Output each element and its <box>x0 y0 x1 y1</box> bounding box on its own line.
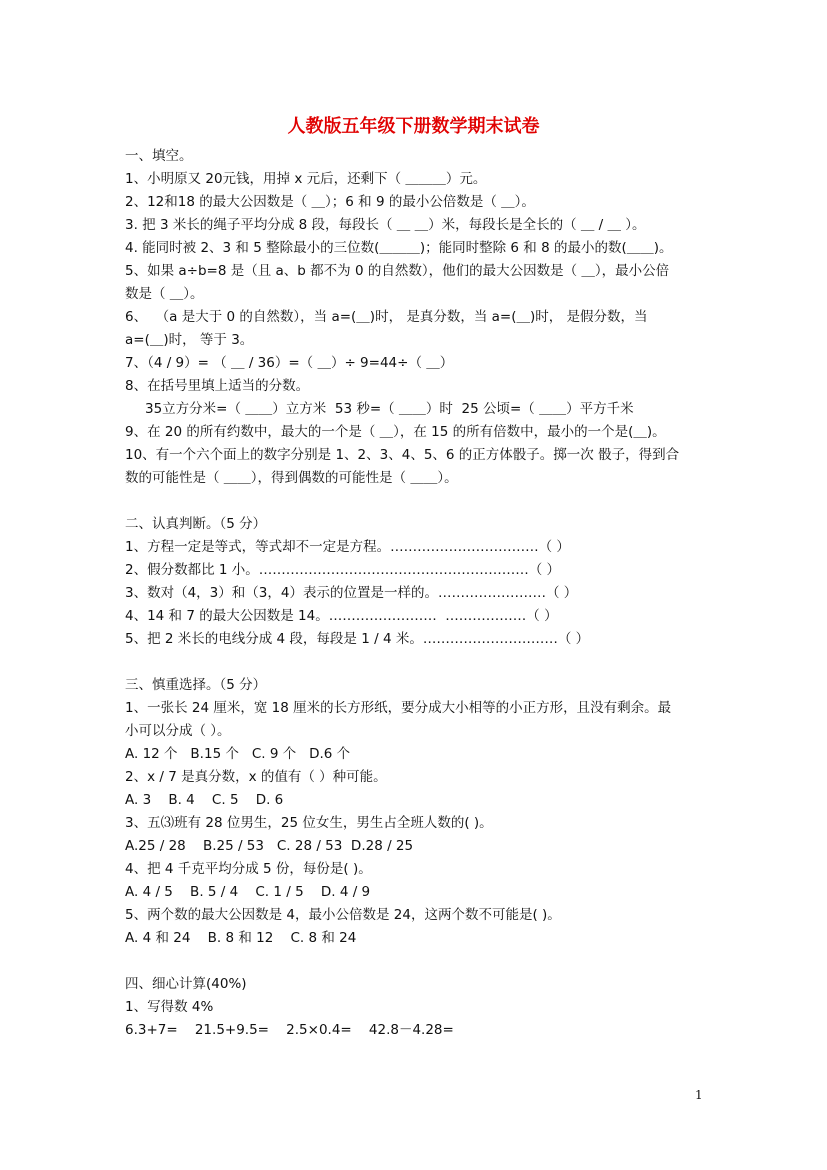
question-line: 2、12和18 的最大公因数是（ ＿）；6 和 9 的最小公倍数是（ ＿）。 <box>125 194 535 210</box>
question-line: 5、把 2 米长的电线分成 4 段，每段是 1 / 4 米。…………………………（ ） <box>125 631 590 647</box>
question-line: 9、在 20 的所有约数中，最大的一个是（ ＿），在 15 的所有倍数中，最小的一个是(＿)。 <box>125 424 666 440</box>
question-line: 35立方分米=（ ＿＿）立方米 53 秒=（ ＿＿）时 25 公顷=（ ＿＿）平方千米 <box>145 401 634 417</box>
question-line: 数的可能性是（ ＿＿），得到偶数的可能性是（ ＿＿）。 <box>125 470 458 486</box>
section-heading: 三、慎重选择。（5 分） <box>125 677 267 693</box>
question-line: 3、五⑶班有 28 位男生，25 位女生，男生占全班人数的( )。 <box>125 815 493 831</box>
question-line: 7、（4 / 9）= （ ＿ / 36）=（ ＿）÷ 9=44÷（ ＿） <box>125 355 454 371</box>
question-line: 1、写得数 4% <box>125 999 214 1015</box>
question-line: 小可以分成（ ）。 <box>125 723 231 739</box>
section-heading: 二、认真判断。（5 分） <box>125 516 267 532</box>
question-line: 2、x / 7 是真分数，x 的值有（ ）种可能。 <box>125 769 387 785</box>
question-line: 5、两个数的最大公因数是 4，最小公倍数是 24，这两个数不可能是( )。 <box>125 907 561 923</box>
question-line: 1、小明原又 20元钱，用掉 x 元后，还剩下（ ＿＿＿）元。 <box>125 171 487 187</box>
question-line: 4、把 4 千克平均分成 5 份，每份是( )。 <box>125 861 372 877</box>
question-line: 5、如果 a÷b=8 是（且 a、b 都不为 0 的自然数），他们的最大公因数是（ ＿），最小公倍 <box>125 263 670 279</box>
question-line: A. 12 个 B.15 个 C. 9 个 D.6 个 <box>125 746 351 762</box>
question-line: 2、假分数都比 1 小。……………………………………………………（ ） <box>125 562 561 578</box>
question-line: A. 4 / 5 B. 5 / 4 C. 1 / 5 D. 4 / 9 <box>125 884 371 900</box>
question-line: 8、在括号里填上适当的分数。 <box>125 378 310 394</box>
question-line: 1、一张长 24 厘米，宽 18 厘米的长方形纸，要分成大小相等的小正方形，且没有剩余。最 <box>125 700 672 716</box>
question-line: 6、 （a 是大于 0 的自然数），当 a=(＿)时， 是真分数，当 a=(＿)时， 是假分数，当 <box>125 309 648 325</box>
question-line: 3. 把 3 米长的绳子平均分成 8 段，每段长（ ＿ ＿）米，每段长是全长的（ ＿ / ＿ ）。 <box>125 217 646 233</box>
question-line: A. 4 和 24 B. 8 和 12 C. 8 和 24 <box>125 930 357 946</box>
question-line: A. 3 B. 4 C. 5 D. 6 <box>125 792 284 808</box>
section-heading: 一、填空。 <box>125 148 193 164</box>
question-line: A.25 / 28 B.25 / 53 C. 28 / 53 D.28 / 25 <box>125 838 414 854</box>
question-line: 3、数对（4，3）和（3，4）表示的位置是一样的。……………………（ ） <box>125 585 578 601</box>
question-line: 6.3+7= 21.5+9.5= 2.5×0.4= 42.8－4.28= <box>125 1022 454 1038</box>
page-title: 人教版五年级下册数学期末试卷 <box>287 116 540 137</box>
section-heading: 四、细心计算(40%) <box>125 976 247 992</box>
question-line: 数是（ ＿）。 <box>125 286 204 302</box>
question-line: 4. 能同时被 2、3 和 5 整除最小的三位数(＿＿＿)；能同时整除 6 和 8 的最小的数(＿＿)。 <box>125 240 673 256</box>
question-line: 10、有一个六个面上的数字分别是 1、2、3、4、5、6 的正方体骰子。掷一次 骰子，得到合 <box>125 447 680 463</box>
question-line: a=(＿)时， 等于 3。 <box>125 332 254 348</box>
question-line: 4、14 和 7 的最大公因数是 14。…………………… ………………（ ） <box>125 608 558 624</box>
page-number: 1 <box>695 1088 703 1102</box>
question-line: 1、方程一定是等式，等式却不一定是方程。……………………………（ ） <box>125 539 570 555</box>
